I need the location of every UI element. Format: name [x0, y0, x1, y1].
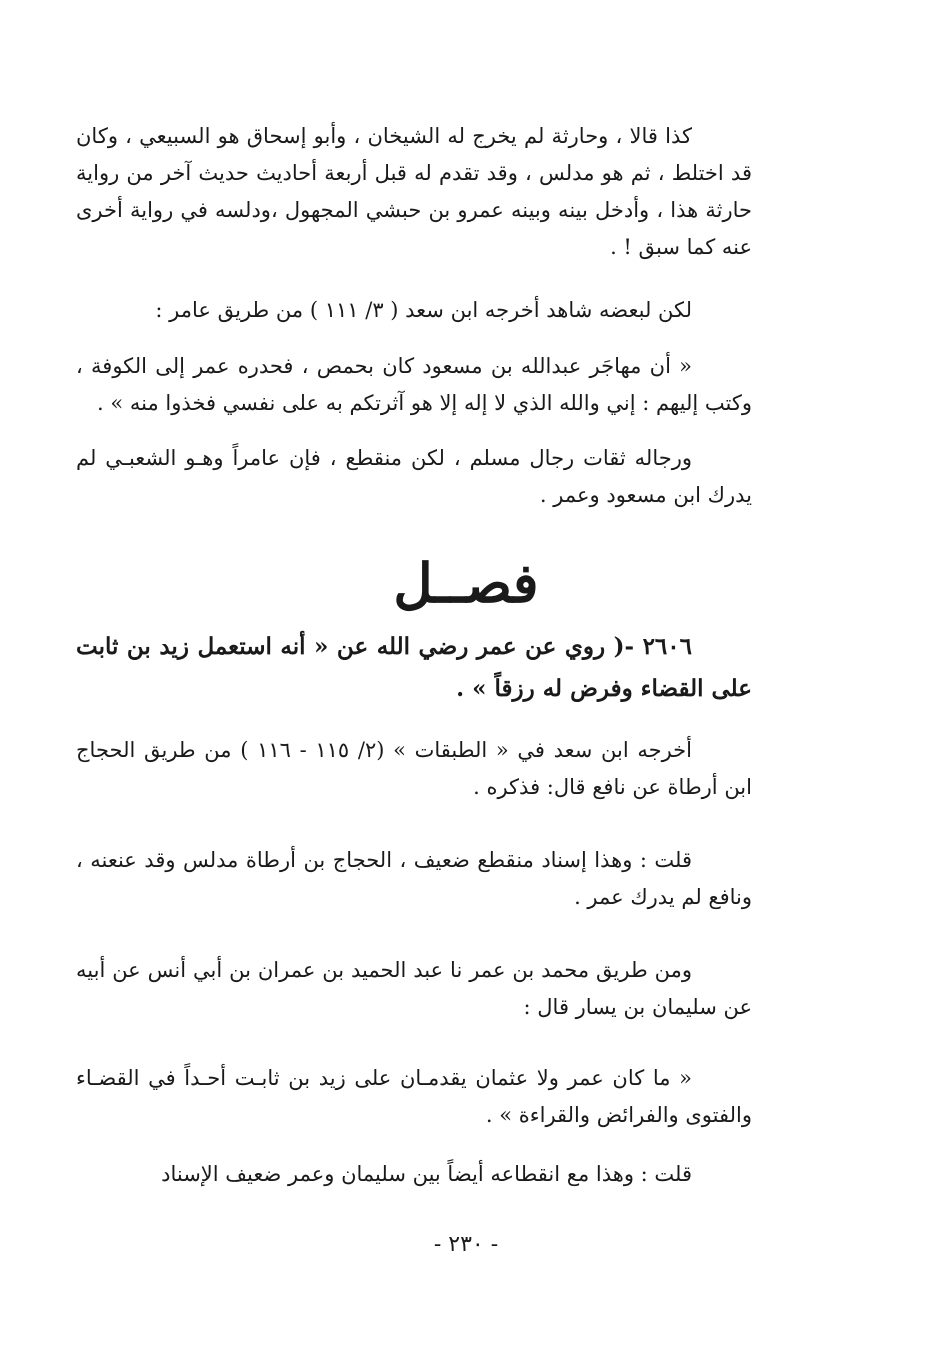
- paragraph-8: ومن طريق محمد بن عمر نا عبد الحميد بن عمران بن أبي أنس عن أبيه عن سليمان بن يسار قال :: [76, 958, 752, 1019]
- paragraph-7: قلت : وهذا إسناد منقطع ضعيف ، الحجاج بن أرطاة مدلس وقد عنعنه ، ونافع لم يدرك عمر .: [76, 848, 752, 909]
- hadith-entry: ٢٦٠٦ -( روي عن عمر رضي الله عن « أنه استعمل زيد بن ثابت على القضاء وفرض له رزقاً » .: [76, 633, 752, 702]
- section-heading: فصــل: [393, 551, 539, 615]
- page-number: - ٢٣٠ -: [433, 1232, 499, 1257]
- paragraph-2: لكن لبعضه شاهد أخرجه ابن سعد ( ٣/ ١١١ ) من طريق عامر :: [155, 298, 692, 322]
- paragraph-4: ورجاله ثقات رجال مسلم ، لكن منقطع ، فإن عامراً وهـو الشعبـي لم يدرك ابن مسعود وعمر .: [76, 446, 752, 507]
- paragraph-3-quote: « أن مهاجَر عبدالله بن مسعود كان بحمص ، فحدره عمر إلى الكوفة ، وكتب إليهم : إني والله الذي لا إله إلا هو آثرتكم به على نفسي فخذوا منه » .: [76, 354, 752, 415]
- paragraph-9-quote: « ما كان عمر ولا عثمان يقدمـان على زيد بن ثابـت أحـداً في القضـاء والفتوى والفرائض والقراءة » .: [76, 1066, 752, 1127]
- paragraph-6: أخرجه ابن سعد في « الطبقات » (٢/ ١١٥ - ١١٦ ) من طريق الحجاج ابن أرطاة عن نافع قال: فذكره .: [76, 738, 752, 799]
- paragraph-10: قلت : وهذا مع انقطاعه أيضاً بين سليمان وعمر ضعيف الإسناد: [161, 1162, 692, 1186]
- paragraph-1: كذا قالا ، وحارثة لم يخرج له الشيخان ، وأبو إسحاق هو السبيعي ، وكان قد اختلط ، ثم هو مدلس ، وقد تقدم له قبل أربعة أحاديث حديث آخر من رواية حارثة هذا ، وأدخل بينه وبينه عمرو بن حبشي المجهول ،ودلسه في رواية أخرى عنه كما سبق ! .: [76, 124, 752, 259]
